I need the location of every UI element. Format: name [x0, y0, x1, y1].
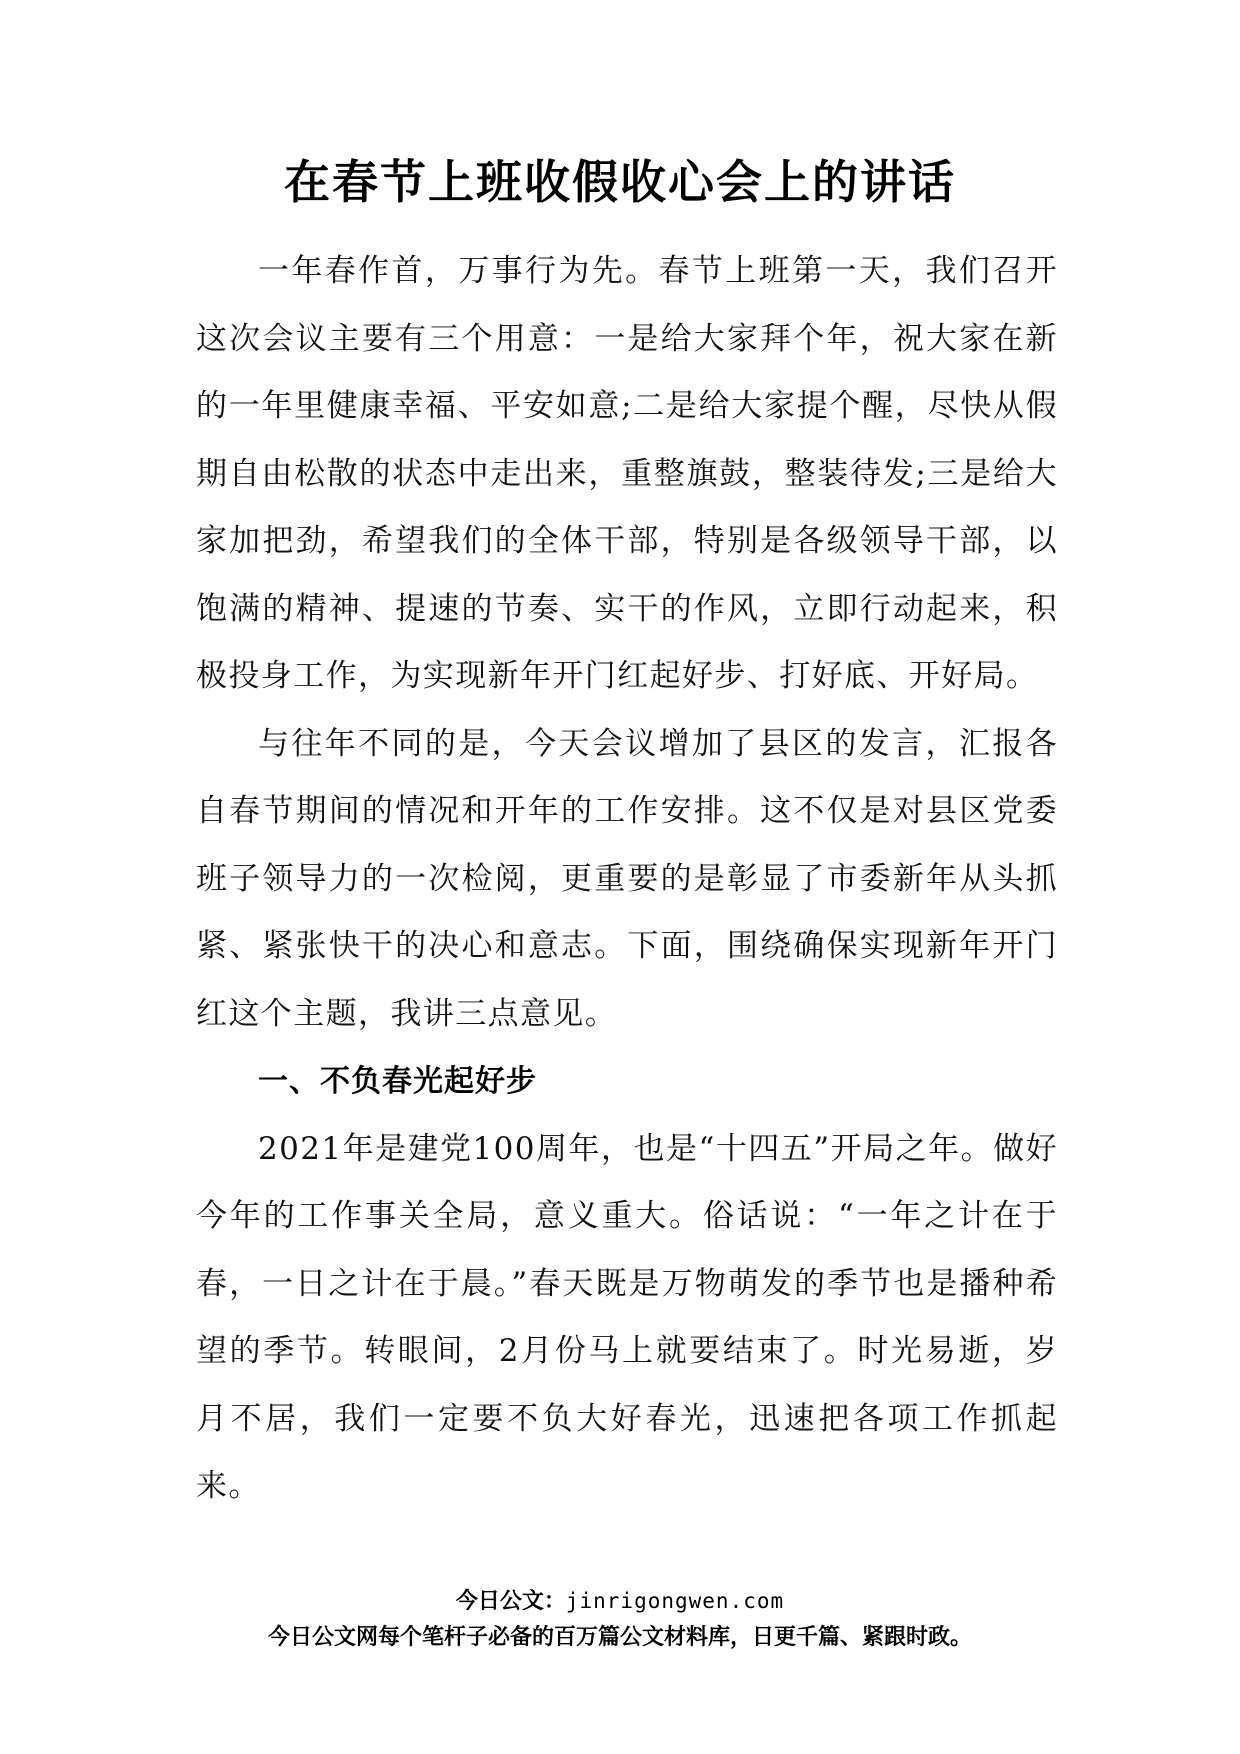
- paragraph-2: 与往年不同的是，今天会议增加了县区的发言，汇报各自春节期间的情况和开年的工作安排。这不仅是对县区党委班子领导力的一次检阅，更重要的是彰显了市委新年从头抓紧、紧张快干的决心和意志。下面，围绕确保实现新年开门红这个主题，我讲三点意见。: [196, 725, 1058, 1032]
- paragraph-1: 一年春作首，万事行为先。春节上班第一天，我们召开这次会议主要有三个用意：一是给大家拜个年，祝大家在新的一年里健康幸福、平安如意;二是给大家提个醒，尽快从假期自由松散的状态中走出来，重整旗鼓，整装待发;三是给大家加把劲，希望我们的全体干部，特别是各级领导干部，以饱满的精神、提速的节奏、实干的作风，立即行动起来，积极投身工作，为实现新年开门红起好步、打好底、开好局。: [196, 253, 1058, 694]
- footer-site-line: [0, 1586, 1240, 1617]
- section-heading-1: 一、不负春光起好步: [258, 1064, 537, 1099]
- footer-slogan: 今日公文网每个笔杆子必备的百万篇公文材料库，日更千篇、紧跟时政。: [267, 1625, 972, 1650]
- footer-site-label: 今日公文：: [455, 1589, 566, 1614]
- document-body: [196, 238, 1058, 1521]
- footer-site-url[interactable]: jinrigongwen.com: [565, 1589, 785, 1613]
- section-1-paragraph: 2021年是建党100周年，也是“十四五”开局之年。做好今年的工作事关全局，意义重大。俗话说：“一年之计在于春，一日之计在于晨。”春天既是万物萌发的季节也是播种希望的季节。转眼间，2月份马上就要结束了。时光易逝，岁月不居，我们一定要不负大好春光，迅速把各项工作抓起来。: [196, 1130, 1058, 1504]
- page-footer: [0, 1586, 1240, 1655]
- document-title: 在春节上班收假收心会上的讲话: [284, 155, 956, 209]
